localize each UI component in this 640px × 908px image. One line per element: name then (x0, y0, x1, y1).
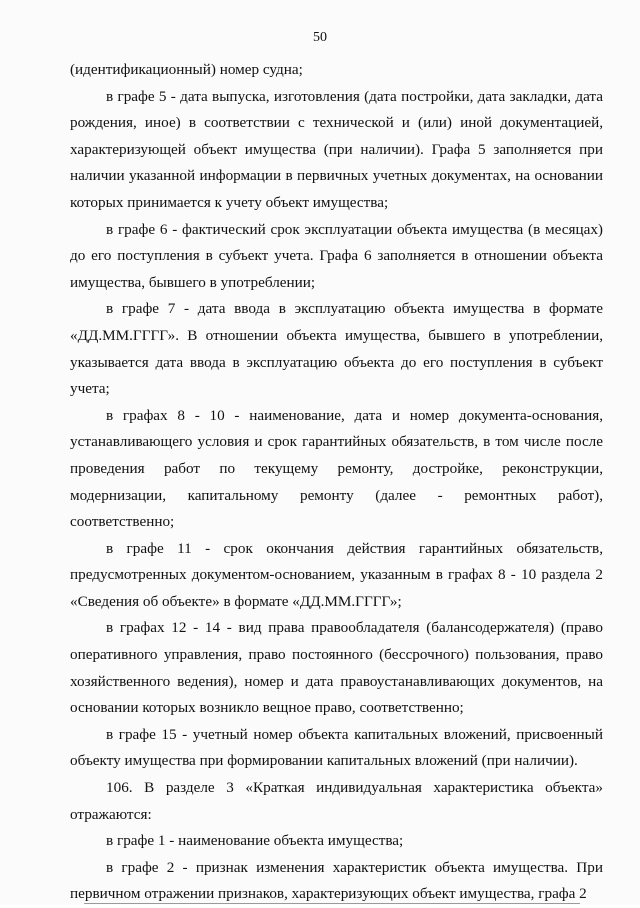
paragraph-1: (идентификационный) номер судна; (70, 61, 303, 78)
page-number: 50 (313, 30, 327, 45)
paragraph-3: в графе 6 - фактический срок эксплуатации объекта имущества (в месяцах) до его поступления в субъект учета. Графа 6 заполняется в отношении объекта имущества, бывшего в употреблении; (70, 220, 603, 291)
paragraph-5: в графах 8 - 10 - наименование, дата и номер документа-основания, устанавливающего условия и срок гарантийных обязательств, в том числе после проведения работ по текущему ремонту, достройке, реконструкции, модернизации, капитальному ремонту (далее - ремонтных работ), соответственно; (70, 406, 603, 531)
paragraph-2: в графе 5 - дата выпуска, изготовления (дата постройки, дата закладки, дата рождения, иное) в соответствии с технической и (или) иной документацией, характеризующей объект имущества (при наличии). Графа 5 заполняется при наличии указанной информации в первичных учетных документах, на основании которых принимается к учету объект имущества; (70, 87, 603, 211)
scan-edge-line (84, 903, 580, 904)
paragraph-4: в графе 7 - дата ввода в эксплуатацию объекта имущества в формате «ДД.ММ.ГГГГ». В отношении объекта имущества, бывшего в употреблении, указывается дата ввода в эксплуатацию объекта до его поступления в субъект учета; (70, 300, 603, 398)
paragraph-6: в графе 11 - срок окончания действия гарантийных обязательств, предусмотренных документом-основанием, указанным в графах 8 - 10 раздела 2 «Сведения об объекте» в формате «ДД.ММ.ГГГГ»; (70, 539, 603, 610)
paragraph-7: в графах 12 - 14 - вид права правообладателя (балансодержателя) (право оперативного управления, право постоянного (бессрочного) пользования, право хозяйственного ведения), номер и дата правоустанавливающих документов, на основании которых возникло вещное право, соответственно; (70, 619, 603, 717)
document-body (70, 57, 603, 908)
paragraph-9: 106. В разделе 3 «Краткая индивидуальная характеристика объекта» отражаются: (70, 779, 603, 823)
paragraph-11: в графе 2 - признак изменения характеристик объекта имущества. При первичном отражении признаков, характеризующих объект имущества, графа 2 (70, 858, 603, 903)
paragraph-10: в графе 1 - наименование объекта имущества; (106, 832, 404, 850)
paragraph-8: в графе 15 - учетный номер объекта капитальных вложений, присвоенный объекту имущества при формировании капитальных вложений (при наличии). (70, 725, 603, 770)
